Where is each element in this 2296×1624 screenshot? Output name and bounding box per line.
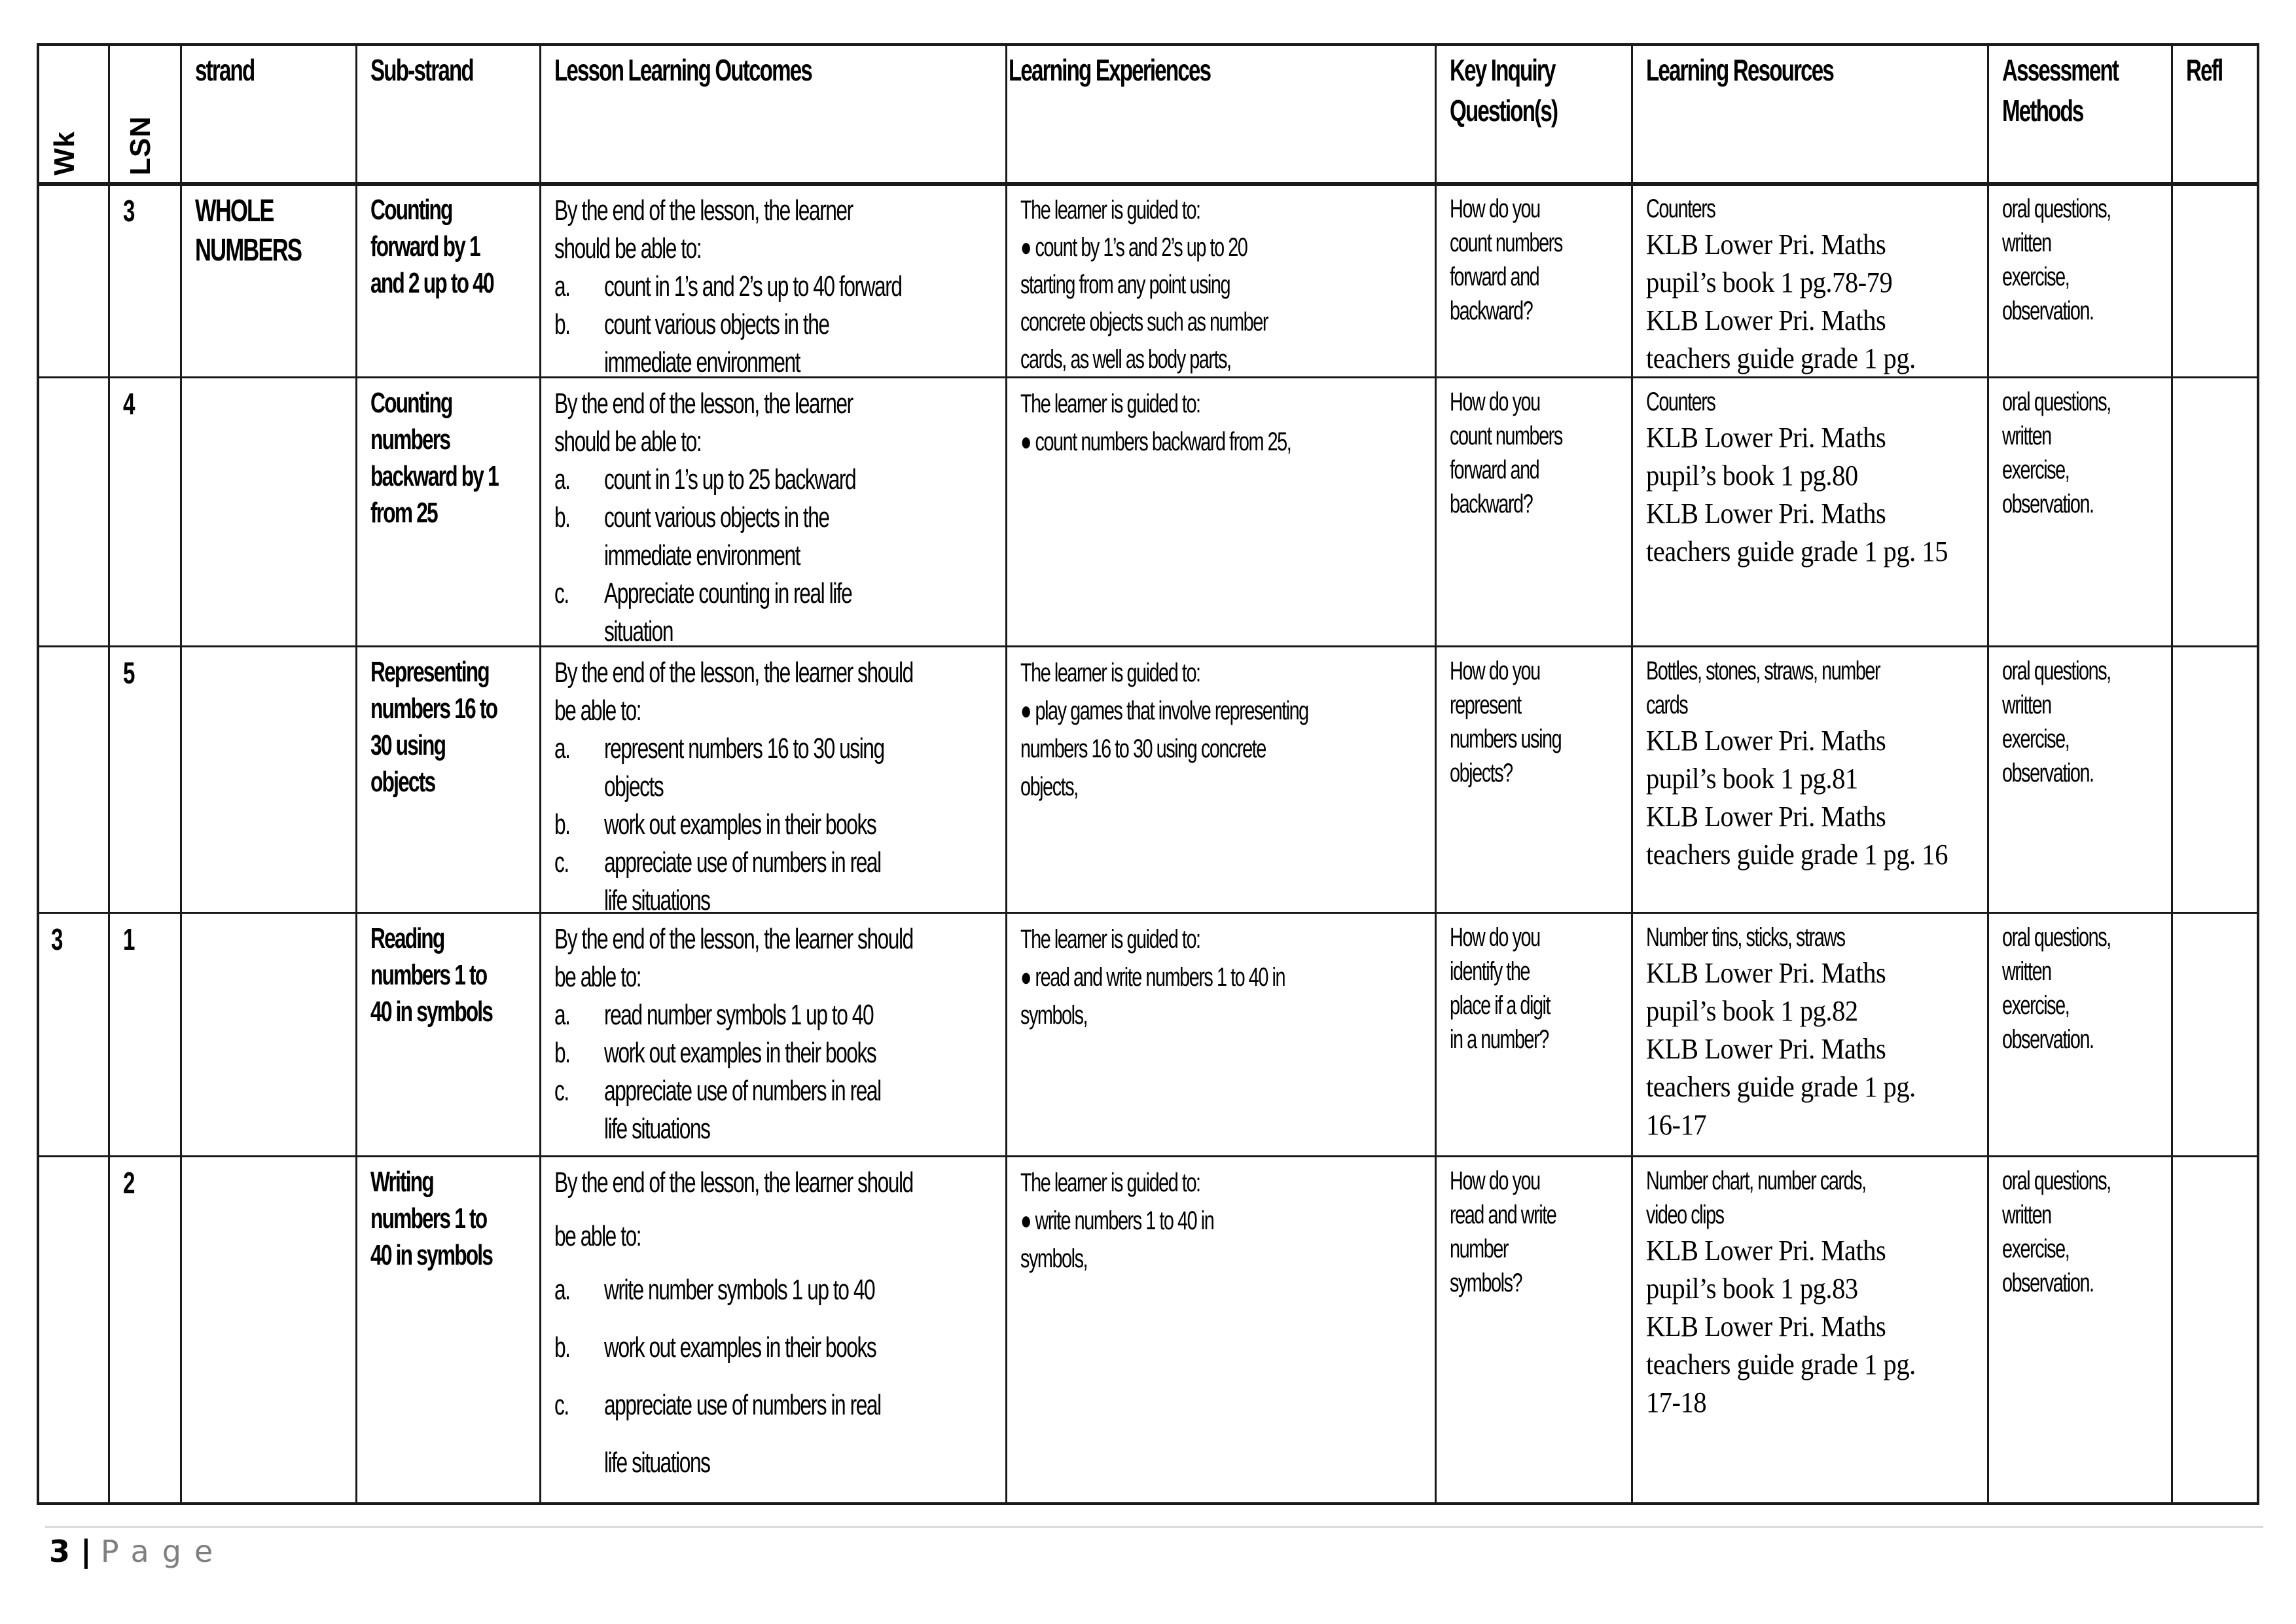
outcome-item-label: a. xyxy=(554,732,570,765)
outcome-item-text: appreciate use of numbers in real xyxy=(604,846,881,878)
experience-line: The learner is guided to: xyxy=(1020,659,1200,687)
outcome-item-text: count various objects in the xyxy=(604,501,829,533)
cell-strand xyxy=(181,378,356,646)
outcome-item-text: situation xyxy=(604,615,673,646)
header-experiences-label: Learning Experiences xyxy=(1009,53,1211,87)
cell-resources xyxy=(1632,1157,1988,1505)
page-footer xyxy=(49,1532,226,1571)
header-strand-label: strand xyxy=(195,53,255,87)
resource-book-line: pupil’s book 1 pg.78-79 xyxy=(1646,266,1893,298)
inquiry-line: forward and xyxy=(1450,456,1539,484)
footer-separator: | xyxy=(81,1534,92,1569)
cell-assessment xyxy=(1988,914,2172,1156)
inquiry-line: symbols? xyxy=(1450,1269,1522,1297)
assessment-line: oral questions, xyxy=(2002,388,2111,416)
outcome-item xyxy=(554,1072,992,1148)
resource-books xyxy=(1646,226,1973,377)
week-number: 3 xyxy=(51,922,62,956)
cell-inquiry xyxy=(1435,914,1632,1156)
inquiry-line: read and write xyxy=(1450,1200,1556,1229)
assessment-line: oral questions, xyxy=(2002,923,2111,952)
cell-assessment xyxy=(1988,647,2172,912)
cell-week xyxy=(37,1157,109,1505)
sub-strand-line: numbers xyxy=(370,424,450,456)
header-resources-label: Learning Resources xyxy=(1646,53,1834,87)
inquiry-line: identify the xyxy=(1450,957,1530,986)
outcome-item-text: immediate environment xyxy=(604,539,800,571)
outcome-item-text: write number symbols 1 up to 40 xyxy=(604,1274,875,1306)
cell-outcomes xyxy=(540,378,1006,646)
cell-lesson xyxy=(109,1157,181,1505)
cell-week xyxy=(37,914,109,1156)
cell-experiences xyxy=(1006,378,1435,646)
sub-strand-line: Writing xyxy=(370,1166,433,1198)
cell-resources xyxy=(1632,914,1988,1156)
resource-book-line: 17-18 xyxy=(1646,1386,1707,1418)
resource-book-line: pupil’s book 1 pg.82 xyxy=(1646,995,1858,1027)
outcome-item-label: c. xyxy=(554,1075,569,1107)
resource-books xyxy=(1646,722,1973,874)
header-reflection-label: Refl xyxy=(2186,53,2223,87)
outcome-intro-line: should be able to: xyxy=(554,425,702,458)
resource-book-line: teachers guide grade 1 pg. xyxy=(1646,342,1916,374)
experience-line: starting from any point using xyxy=(1020,270,1230,299)
experience-line: symbols, xyxy=(1020,1244,1088,1273)
outcome-item xyxy=(554,844,992,912)
resource-materials xyxy=(1646,920,1973,954)
cell-sub-strand xyxy=(356,185,540,377)
resource-book-line: pupil’s book 1 pg.83 xyxy=(1646,1272,1858,1305)
resource-book-line: KLB Lower Pri. Maths xyxy=(1646,304,1886,336)
inquiry-line: How do you xyxy=(1450,657,1540,685)
cell-strand xyxy=(181,1157,356,1505)
assessment-line: exercise, xyxy=(2002,725,2070,753)
outcome-intro-line: should be able to: xyxy=(554,232,702,264)
resource-book-line: KLB Lower Pri. Maths xyxy=(1646,497,1886,530)
inquiry-line: How do you xyxy=(1450,923,1540,952)
outcome-item-text: Appreciate counting in real life xyxy=(604,577,852,609)
outcome-item-label: a. xyxy=(554,463,570,496)
resource-book-line: 16-17 xyxy=(1646,1109,1707,1141)
assessment-line: written xyxy=(2002,957,2051,986)
outcome-item xyxy=(554,499,992,575)
resource-book-line: KLB Lower Pri. Maths xyxy=(1646,1033,1886,1065)
assessment-line: observation. xyxy=(2002,490,2094,518)
cell-strand xyxy=(181,647,356,912)
cell-resources xyxy=(1632,647,1988,912)
cell-lesson xyxy=(109,914,181,1156)
lesson-number: 4 xyxy=(123,387,134,421)
inquiry-line: count numbers xyxy=(1450,228,1562,257)
header-assessment-line: Methods xyxy=(2002,94,2083,128)
inquiry-line: numbers using xyxy=(1450,725,1562,753)
assessment-line: oral questions, xyxy=(2002,194,2111,223)
cell-outcomes xyxy=(540,185,1006,377)
cell-experiences xyxy=(1006,1157,1435,1505)
resource-materials xyxy=(1646,654,1973,722)
outcome-item-text: work out examples in their books xyxy=(604,1037,876,1069)
header-assessment-line: Assessment xyxy=(2002,53,2119,87)
sub-strand-line: Representing xyxy=(370,656,489,688)
outcome-item-label: b. xyxy=(554,1331,570,1363)
assessment-line: exercise, xyxy=(2002,456,2070,484)
sub-strand-line: numbers 1 to xyxy=(370,959,487,991)
resource-books xyxy=(1646,954,1973,1144)
cell-resources xyxy=(1632,378,1988,646)
outcome-item xyxy=(554,1034,992,1072)
outcome-item xyxy=(554,730,992,806)
cell-sub-strand xyxy=(356,914,540,1156)
header-inquiry-line: Key Inquiry xyxy=(1450,53,1555,87)
outcome-item-text: represent numbers 16 to 30 using xyxy=(604,732,884,765)
header-inquiry-line: Question(s) xyxy=(1450,94,1558,128)
experience-line: cards, as well as body parts, xyxy=(1020,345,1231,374)
resource-book-line: KLB Lower Pri. Maths xyxy=(1646,1235,1886,1267)
inquiry-line: backward? xyxy=(1450,297,1533,325)
sub-strand-line: Counting xyxy=(370,387,452,419)
footer-rule xyxy=(45,1526,2263,1528)
assessment-line: written xyxy=(2002,1200,2051,1229)
cell-strand xyxy=(181,185,356,377)
page-label: Page xyxy=(100,1534,226,1569)
cell-assessment xyxy=(1988,1157,2172,1505)
header-lsn: LSN xyxy=(124,116,156,175)
cell-reflection xyxy=(2172,647,2259,912)
header-sub-strand xyxy=(356,43,540,90)
page-number: 3 xyxy=(49,1534,71,1569)
inquiry-line: represent xyxy=(1450,691,1521,719)
experience-line: numbers 16 to 30 using concrete xyxy=(1020,734,1266,763)
outcome-item-label: b. xyxy=(554,501,570,533)
outcome-intro-line: be able to: xyxy=(554,695,641,727)
assessment-line: exercise, xyxy=(2002,262,2070,291)
resource-material-line: Bottles, stones, straws, number xyxy=(1646,657,1880,685)
experience-line: concrete objects such as number xyxy=(1020,308,1268,336)
cell-reflection xyxy=(2172,185,2259,377)
strand-line: WHOLE xyxy=(195,194,274,228)
assessment-line: observation. xyxy=(2002,1269,2094,1297)
outcome-intro-line: By the end of the lesson, the learner should xyxy=(554,657,913,689)
outcome-item xyxy=(554,575,992,646)
outcome-item xyxy=(554,996,992,1034)
resource-book-line: pupil’s book 1 pg.81 xyxy=(1646,763,1858,795)
resource-books xyxy=(1646,1232,1973,1422)
cell-inquiry xyxy=(1435,378,1632,646)
resource-book-line: KLB Lower Pri. Maths xyxy=(1646,1310,1886,1343)
resource-book-line: KLB Lower Pri. Maths xyxy=(1646,801,1886,833)
outcome-item-text: read number symbols 1 up to 40 xyxy=(604,999,874,1031)
outcome-item-text: objects xyxy=(604,770,664,803)
assessment-line: written xyxy=(2002,422,2051,450)
outcome-item xyxy=(554,461,992,499)
outcome-item-label: a. xyxy=(554,270,570,302)
resource-materials xyxy=(1646,385,1973,419)
experience-line: ● count by 1’s and 2’s up to 20 xyxy=(1020,233,1247,262)
sub-strand-line: Reading xyxy=(370,922,444,954)
inquiry-line: How do you xyxy=(1450,1166,1540,1195)
inquiry-line: place if a digit xyxy=(1450,991,1551,1020)
lesson-number: 5 xyxy=(123,656,134,690)
header-outcomes xyxy=(540,43,1006,90)
sub-strand-line: numbers 16 to xyxy=(370,693,497,725)
outcome-item xyxy=(554,1271,992,1309)
cell-reflection xyxy=(2172,914,2259,1156)
cell-resources xyxy=(1632,185,1988,377)
outcome-intro-line: By the end of the lesson, the learner should xyxy=(554,923,913,955)
outcome-item-text: appreciate use of numbers in real xyxy=(604,1075,881,1107)
sub-strand-line: numbers 1 to xyxy=(370,1202,487,1235)
experience-line: ● read and write numbers 1 to 40 in xyxy=(1020,963,1285,992)
resource-book-line: teachers guide grade 1 pg. xyxy=(1646,1071,1916,1103)
assessment-line: observation. xyxy=(2002,297,2094,325)
cell-reflection xyxy=(2172,378,2259,646)
experience-line: symbols, xyxy=(1020,1001,1088,1030)
header-wk: Wk xyxy=(48,131,81,175)
resource-books xyxy=(1646,419,1973,571)
resource-materials xyxy=(1646,192,1973,226)
lesson-number: 3 xyxy=(123,194,134,228)
inquiry-line: How do you xyxy=(1450,388,1540,416)
inquiry-line: count numbers xyxy=(1450,422,1562,450)
sub-strand-line: from 25 xyxy=(370,497,437,529)
sub-strand-line: Counting xyxy=(370,194,452,226)
resource-material-line: video clips xyxy=(1646,1200,1724,1229)
cell-inquiry xyxy=(1435,1157,1632,1505)
inquiry-line: How do you xyxy=(1450,194,1540,223)
assessment-line: observation. xyxy=(2002,1025,2094,1054)
outcome-item-text: life situations xyxy=(604,1447,710,1479)
header-resources xyxy=(1632,43,1988,90)
outcome-item xyxy=(554,306,992,377)
outcome-intro-line: By the end of the lesson, the learner xyxy=(554,194,853,226)
outcome-item-label: b. xyxy=(554,1037,570,1069)
assessment-line: oral questions, xyxy=(2002,657,2111,685)
header-strand xyxy=(181,43,356,90)
cell-outcomes xyxy=(540,647,1006,912)
experience-line: ● write numbers 1 to 40 in xyxy=(1020,1206,1214,1235)
outcome-item xyxy=(554,806,992,844)
header-inquiry xyxy=(1435,43,1632,131)
cell-strand xyxy=(181,914,356,1156)
inquiry-line: forward and xyxy=(1450,262,1539,291)
outcome-item-label: a. xyxy=(554,999,570,1031)
cell-assessment xyxy=(1988,378,2172,646)
resource-materials xyxy=(1646,1164,1973,1232)
lesson-number: 1 xyxy=(123,922,134,956)
header-assessment xyxy=(1988,43,2172,131)
sub-strand-line: and 2 up to 40 xyxy=(370,267,493,299)
sub-strand-line: 40 in symbols xyxy=(370,996,493,1028)
cell-inquiry xyxy=(1435,647,1632,912)
cell-experiences xyxy=(1006,647,1435,912)
cell-week xyxy=(37,185,109,377)
inquiry-line: objects? xyxy=(1450,759,1513,787)
outcome-item-text: count in 1’s up to 25 backward xyxy=(604,463,856,496)
cell-reflection xyxy=(2172,1157,2259,1505)
outcome-item xyxy=(554,1386,992,1482)
experience-line: objects, xyxy=(1020,772,1078,801)
inquiry-line: in a number? xyxy=(1450,1025,1549,1054)
cell-assessment xyxy=(1988,185,2172,377)
experience-line: The learner is guided to: xyxy=(1020,389,1200,418)
outcome-intro-line: be able to: xyxy=(554,1220,641,1252)
resource-book-line: teachers guide grade 1 pg. 16 xyxy=(1646,839,1948,871)
resource-book-line: teachers guide grade 1 pg. xyxy=(1646,1348,1916,1380)
header-reflection xyxy=(2172,43,2259,90)
sub-strand-line: backward by 1 xyxy=(370,460,498,492)
inquiry-line: number xyxy=(1450,1235,1509,1263)
resource-book-line: KLB Lower Pri. Maths xyxy=(1646,422,1886,454)
strand-line: NUMBERS xyxy=(195,233,302,268)
outcome-item-text: appreciate use of numbers in real xyxy=(604,1389,881,1421)
resource-book-line: pupil’s book 1 pg.80 xyxy=(1646,460,1858,492)
experience-line: ● count numbers backward from 25, xyxy=(1020,427,1291,456)
outcome-item-text: count various objects in the xyxy=(604,308,829,340)
resource-material-line: Number tins, sticks, straws xyxy=(1646,923,1845,952)
cell-sub-strand xyxy=(356,647,540,912)
header-sub-strand-label: Sub-strand xyxy=(370,53,473,87)
header-experiences xyxy=(1006,43,1435,90)
outcome-item-label: c. xyxy=(554,577,569,609)
resource-book-line: KLB Lower Pri. Maths xyxy=(1646,957,1886,989)
cell-lesson xyxy=(109,185,181,377)
header-outcomes-label: Lesson Learning Outcomes xyxy=(554,53,812,87)
cell-inquiry xyxy=(1435,185,1632,377)
cell-week xyxy=(37,647,109,912)
resource-book-line: teachers guide grade 1 pg. 15 xyxy=(1646,535,1948,568)
resource-material-line: Number chart, number cards, xyxy=(1646,1166,1866,1195)
sub-strand-line: forward by 1 xyxy=(370,230,480,262)
assessment-line: exercise, xyxy=(2002,1235,2070,1263)
outcome-item-label: c. xyxy=(554,846,569,878)
experience-line: The learner is guided to: xyxy=(1020,1168,1200,1197)
sub-strand-line: 30 using xyxy=(370,729,446,761)
cell-sub-strand xyxy=(356,1157,540,1505)
outcome-item-text: work out examples in their books xyxy=(604,1331,876,1363)
assessment-line: exercise, xyxy=(2002,991,2070,1020)
cell-lesson xyxy=(109,647,181,912)
experience-line: ● play games that involve representing xyxy=(1020,696,1308,725)
assessment-line: oral questions, xyxy=(2002,1166,2111,1195)
assessment-line: written xyxy=(2002,228,2051,257)
sub-strand-line: objects xyxy=(370,766,435,798)
outcome-item-text: immediate environment xyxy=(604,346,800,377)
lesson-number: 2 xyxy=(123,1166,134,1200)
inquiry-line: backward? xyxy=(1450,490,1533,518)
outcome-item-label: b. xyxy=(554,308,570,340)
cell-week xyxy=(37,378,109,646)
resource-book-line: KLB Lower Pri. Maths xyxy=(1646,228,1886,261)
outcome-intro-line: be able to: xyxy=(554,961,641,993)
resource-material-line: Counters xyxy=(1646,194,1715,223)
outcome-item-text: life situations xyxy=(604,1113,710,1145)
outcome-intro-line: By the end of the lesson, the learner xyxy=(554,388,853,420)
cell-experiences xyxy=(1006,185,1435,377)
cell-outcomes xyxy=(540,914,1006,1156)
resource-book-line: KLB Lower Pri. Maths xyxy=(1646,725,1886,757)
experience-line: The learner is guided to: xyxy=(1020,196,1200,225)
outcome-item-text: life situations xyxy=(604,884,710,912)
cell-lesson xyxy=(109,378,181,646)
outcome-item-label: a. xyxy=(554,1274,570,1306)
outcome-item-text: count in 1’s and 2’s up to 40 forward xyxy=(604,270,902,302)
resource-material-line: cards xyxy=(1646,691,1688,719)
cell-sub-strand xyxy=(356,378,540,646)
outcome-item xyxy=(554,1329,992,1367)
assessment-line: observation. xyxy=(2002,759,2094,787)
outcome-intro-line: By the end of the lesson, the learner should xyxy=(554,1166,913,1199)
cell-experiences xyxy=(1006,914,1435,1156)
sub-strand-line: 40 in symbols xyxy=(370,1239,493,1271)
outcome-item xyxy=(554,268,992,306)
assessment-line: written xyxy=(2002,691,2051,719)
outcome-item-label: b. xyxy=(554,808,570,840)
cell-outcomes xyxy=(540,1157,1006,1505)
experience-line: The learner is guided to: xyxy=(1020,925,1200,954)
resource-material-line: Counters xyxy=(1646,388,1715,416)
outcome-item-text: work out examples in their books xyxy=(604,808,876,840)
outcome-item-label: c. xyxy=(554,1389,569,1421)
